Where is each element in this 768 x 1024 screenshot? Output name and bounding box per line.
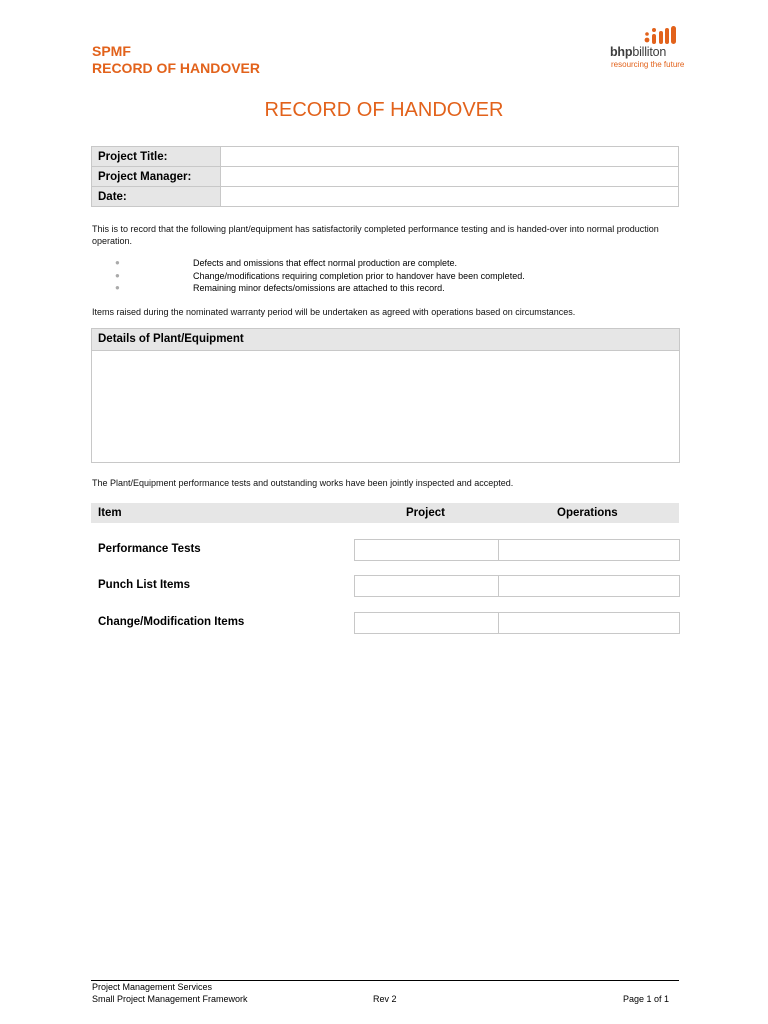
punch-list-label: Punch List Items — [98, 579, 191, 591]
project-manager-label: Project Manager: — [92, 167, 221, 187]
bullet-icon: ● — [115, 258, 120, 267]
logo-dots-icon — [644, 26, 684, 46]
table-row — [92, 167, 679, 187]
project-title-label: Project Title: — [92, 147, 221, 167]
table-row — [92, 187, 679, 207]
punch-list-operations-field[interactable] — [498, 575, 680, 597]
list-item-text: Change/modifications requiring completion prior to handover have been completed. — [193, 270, 525, 281]
signoff-header — [91, 503, 679, 523]
intro-paragraph: This is to record that the following plant/equipment has satisfactorily completed performance testing and is handed-over into normal production operation. — [92, 224, 659, 246]
header-doc-name: RECORD OF HANDOVER — [92, 60, 261, 76]
details-field[interactable] — [92, 351, 679, 462]
header-code: SPMF — [92, 43, 131, 59]
details-section — [91, 328, 680, 463]
project-info-table — [91, 146, 679, 207]
footer-divider — [91, 980, 679, 981]
change-modification-project-field[interactable] — [354, 612, 499, 634]
bhp-billiton-logo — [610, 26, 685, 69]
logo-wordmark: bhpbilliton — [610, 45, 667, 59]
list-item-text: Defects and omissions that effect normal production are complete. — [193, 258, 457, 268]
bullet-icon: ● — [115, 283, 120, 292]
operations-column-header: Operations — [557, 507, 618, 519]
footer-org: Project Management Services — [92, 982, 213, 992]
table-row — [92, 147, 679, 167]
performance-tests-project-field[interactable] — [354, 539, 499, 561]
punch-list-project-field[interactable] — [354, 575, 499, 597]
footer-framework: Small Project Management Framework — [92, 994, 248, 1004]
project-column-header: Project — [406, 507, 445, 519]
change-modification-label: Change/Modification Items — [98, 616, 245, 628]
performance-tests-operations-field[interactable] — [498, 539, 680, 561]
details-heading: Details of Plant/Equipment — [92, 329, 679, 351]
document-header — [92, 43, 260, 77]
date-field[interactable] — [221, 187, 679, 207]
change-modification-operations-field[interactable] — [498, 612, 680, 634]
footer-revision: Rev 2 — [373, 994, 397, 1004]
page-title: RECORD OF HANDOVER — [264, 99, 504, 121]
date-label: Date: — [92, 187, 221, 207]
list-item-text: Remaining minor defects/omissions are attached to this record. — [193, 283, 445, 293]
bullet-icon: ● — [115, 270, 120, 280]
footer-page-number: Page 1 of 1 — [623, 994, 670, 1004]
project-manager-field[interactable] — [221, 167, 679, 187]
performance-tests-label: Performance Tests — [98, 543, 201, 555]
item-column-header: Item — [98, 507, 122, 519]
logo-tagline: resourcing the future — [611, 60, 685, 69]
project-title-field[interactable] — [221, 147, 679, 167]
inspection-note: The Plant/Equipment performance tests and outstanding works have been jointly inspected and accepted. — [92, 478, 514, 488]
warranty-note: Items raised during the nominated warranty period will be undertaken as agreed with operations based on circumstances. — [92, 307, 576, 317]
